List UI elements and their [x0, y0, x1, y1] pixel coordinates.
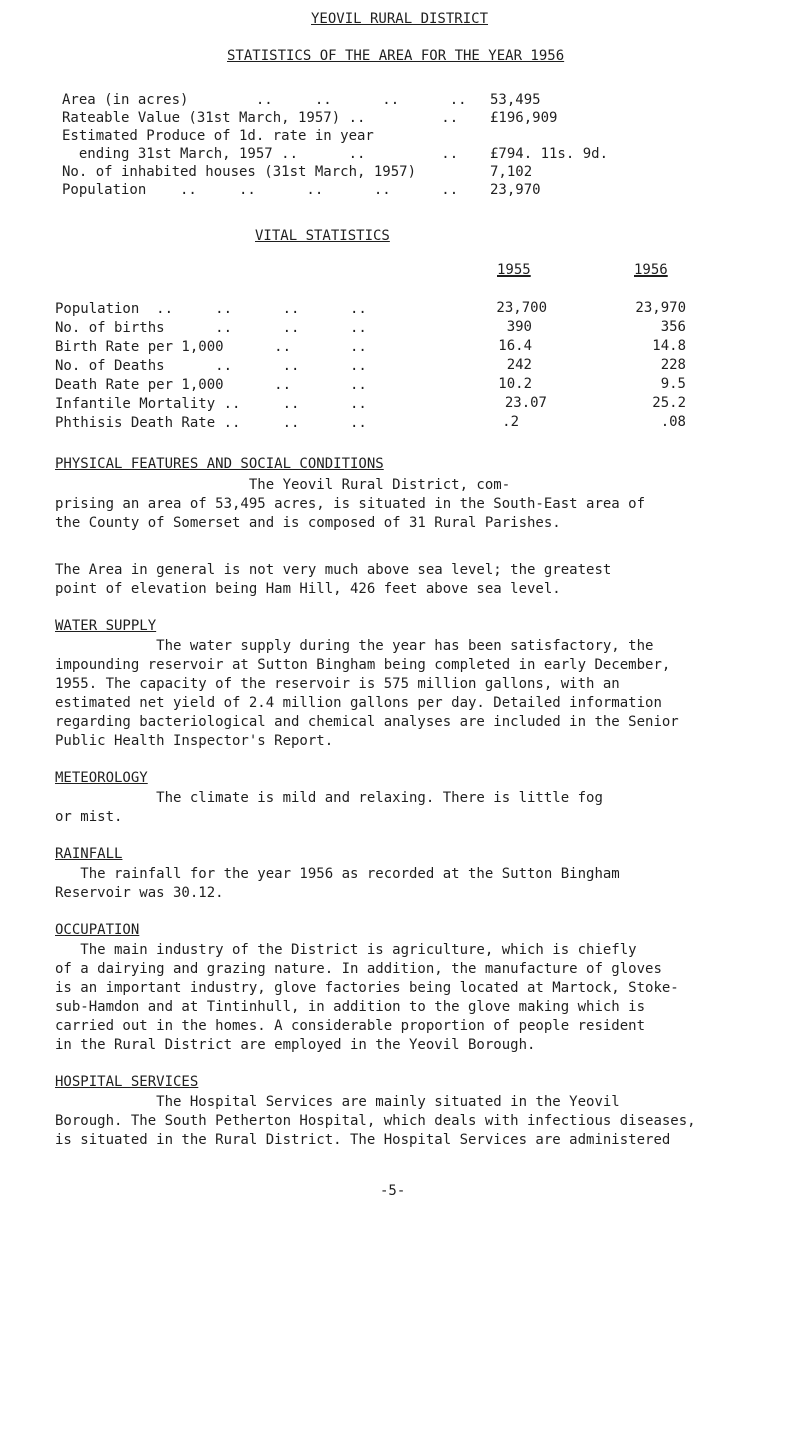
body-line: The Area in general is not very much above sea level; the greatest [55, 562, 612, 578]
section-heading: METEOROLOGY [55, 770, 148, 786]
body-line: The rainfall for the year 1956 as recorded at the Sutton Bingham [55, 866, 620, 882]
body-line: carried out in the homes. A considerable proportion of people resident [55, 1018, 646, 1034]
section-heading: OCCUPATION [55, 922, 140, 938]
area-stat-value: 7,102 [490, 164, 533, 180]
body-line: is situated in the Rural District. The Hospital Services are administered [55, 1132, 671, 1148]
body-line: impounding reservoir at Sutton Bingham being completed in early December, [55, 657, 671, 673]
district-title: YEOVIL RURAL DISTRICT [311, 11, 489, 27]
body-line: the County of Somerset and is composed of 31 Rural Parishes. [55, 515, 561, 531]
body-line: The main industry of the District is agriculture, which is chiefly [55, 942, 637, 958]
body-line: estimated net yield of 2.4 million gallons per day. Detailed information [55, 695, 662, 711]
body-line: point of elevation being Ham Hill, 426 feet above sea level. [55, 581, 561, 597]
section-heading: RAINFALL [55, 846, 123, 862]
vital-value-1955: 23,700 [496, 300, 547, 316]
area-stat-label: Population .. .. .. .. .. [62, 182, 459, 198]
body-line: of a dairying and grazing nature. In addition, the manufacture of gloves [55, 961, 662, 977]
area-stat-value: 23,970 [490, 182, 541, 198]
body-line: The Yeovil Rural District, com- [55, 477, 511, 493]
vital-value-1956: 228 [660, 357, 686, 373]
vital-value-1955: .2 [502, 414, 519, 430]
body-line: Public Health Inspector's Report. [55, 733, 334, 749]
page-number: -5- [380, 1183, 406, 1199]
area-stat-label: Rateable Value (31st March, 1957) .. .. [62, 110, 459, 126]
vital-row-label: No. of Deaths .. .. .. [55, 358, 367, 374]
body-line: The Hospital Services are mainly situated in the Yeovil [55, 1094, 620, 1110]
body-line: is an important industry, glove factories being located at Martock, Stoke- [55, 980, 679, 996]
body-line: Reservoir was 30.12. [55, 885, 224, 901]
section-heading: PHYSICAL FEATURES AND SOCIAL CONDITIONS [55, 456, 384, 472]
section-heading: HOSPITAL SERVICES [55, 1074, 199, 1090]
vital-row-label: Birth Rate per 1,000 .. .. [55, 339, 367, 355]
body-line: in the Rural District are employed in the Yeovil Borough. [55, 1037, 536, 1053]
vital-row-label: Population .. .. .. .. [55, 301, 367, 317]
vital-value-1956: 356 [660, 319, 686, 335]
vital-value-1955: 390 [506, 319, 532, 335]
body-line: The climate is mild and relaxing. There is little fog [55, 790, 603, 806]
section-heading: WATER SUPPLY [55, 618, 157, 634]
vital-value-1956: 25.2 [652, 395, 686, 411]
area-stat-label: ending 31st March, 1957 .. .. .. [62, 146, 459, 162]
body-line: The water supply during the year has been satisfactory, the [55, 638, 654, 654]
statistics-title: STATISTICS OF THE AREA FOR THE YEAR 1956 [227, 48, 565, 64]
column-heading-1955: 1955 [497, 262, 531, 278]
vital-value-1955: 16.4 [498, 338, 532, 354]
vital-row-label: Infantile Mortality .. .. .. [55, 396, 367, 412]
vital-value-1956: 23,970 [635, 300, 686, 316]
vital-row-label: Death Rate per 1,000 .. .. [55, 377, 367, 393]
area-stat-label: Estimated Produce of 1d. rate in year [62, 128, 374, 144]
area-stat-value: £794. 11s. 9d. [490, 146, 609, 162]
vital-value-1955: 23.07 [504, 395, 547, 411]
vital-row-label: Phthisis Death Rate .. .. .. [55, 415, 367, 431]
area-stat-value: 53,495 [490, 92, 541, 108]
area-stat-value: £196,909 [490, 110, 558, 126]
area-stat-label: No. of inhabited houses (31st March, 1957) [62, 164, 417, 180]
body-line: regarding bacteriological and chemical analyses are included in the Senior [55, 714, 679, 730]
vital-value-1956: 14.8 [652, 338, 686, 354]
vital-row-label: No. of births .. .. .. [55, 320, 367, 336]
column-heading-1956: 1956 [634, 262, 668, 278]
area-stat-label: Area (in acres) .. .. .. .. [62, 92, 467, 108]
body-line: prising an area of 53,495 acres, is situated in the South-East area of [55, 496, 646, 512]
vital-value-1955: 242 [506, 357, 532, 373]
vital-value-1956: 9.5 [660, 376, 686, 392]
body-line: sub-Hamdon and at Tintinhull, in addition to the glove making which is [55, 999, 646, 1015]
vital-value-1956: .08 [660, 414, 686, 430]
vital-statistics-title: VITAL STATISTICS [255, 228, 390, 244]
body-line: 1955. The capacity of the reservoir is 575 million gallons, with an [55, 676, 620, 692]
body-line: Borough. The South Petherton Hospital, which deals with infectious diseases, [55, 1113, 696, 1129]
vital-value-1955: 10.2 [498, 376, 532, 392]
body-line: or mist. [55, 809, 123, 825]
